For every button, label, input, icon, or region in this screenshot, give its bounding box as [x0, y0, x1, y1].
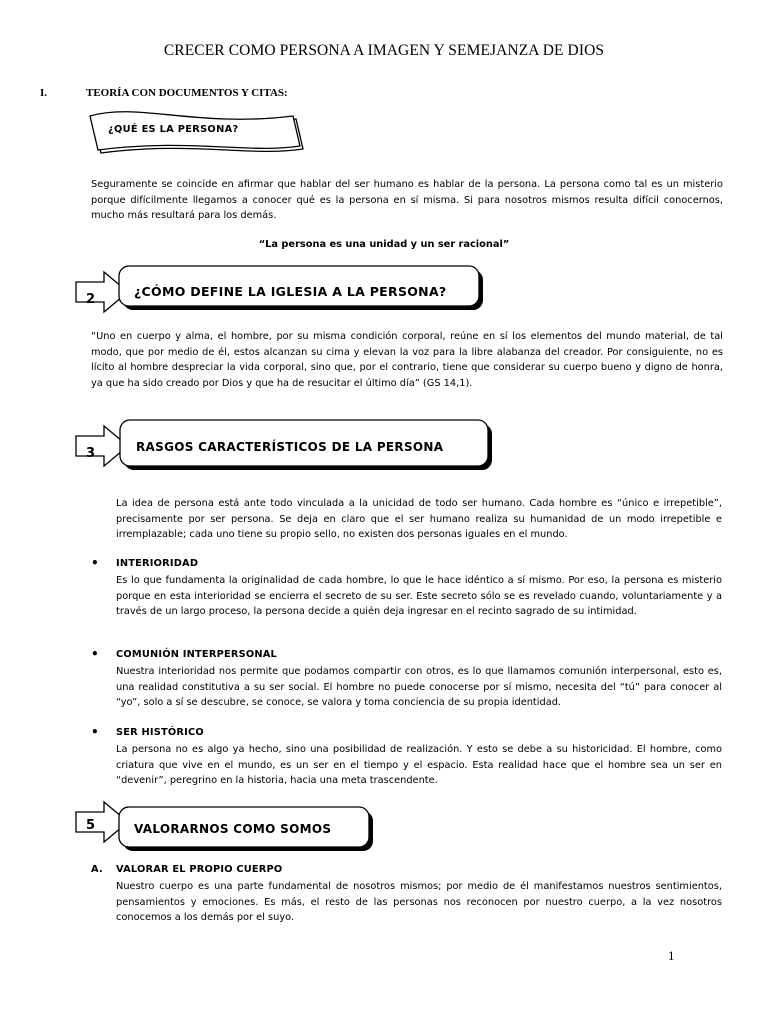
bullet-text-comunion: Nuestra interioridad nos permite que podamos compartir con otros, es lo que llamamos comunión interpersonal, esto es, una realidad constitutiva a su ser social. El hombre no puede conocerse por sí mismo, necesita del “tú” para conocer al “yo”, solo a sí se descubre, se conoce, se valora y toma conciencia de su propia identidad.: [116, 666, 722, 709]
bullet-text-ser-historico: La persona no es algo ya hecho, sino una posibilidad de realización. Y esto se debe a su historicidad. El hombre, como criatura que vive en el mundo, es un ser en el tiempo y el espacio. Esta realidad hace que el hombre sea un ser en “devenir”, peregrino en la historia, hacia una meta trascendente.: [116, 744, 722, 787]
document-title: CRECER COMO PERSONA A IMAGEN Y SEMEJANZA DE DIOS: [163, 42, 605, 59]
section-title: TEORÍA CON DOCUMENTOS Y CITAS:: [86, 87, 288, 99]
page-number: 1: [668, 948, 675, 963]
box-title-valorarnos: VALORARNOS COMO SOMOS: [134, 822, 332, 836]
rasgos-paragraph: La idea de persona está ante todo vinculada a la unicidad de todo ser humano. Cada hombre es “único e irrepetible”, precisamente por ser persona. Se deja en claro que el ser humano realiza su humanidad de un modo irrepetible e irremplazable; cada uno tiene su propio sello, no existen dos personas iguales en el mundo.: [116, 498, 722, 541]
section-number: I.: [40, 87, 48, 99]
bullet-marker: •: [91, 647, 99, 661]
box-number-5: 5: [86, 818, 96, 833]
quote-unidad-racional: “La persona es una unidad y un ser racional”: [258, 239, 510, 250]
bullet-marker: •: [91, 725, 99, 739]
bullet-text-interioridad: Es lo que fundamenta la originalidad de cada hombre, lo que le hace idéntico a sí mismo. Por eso, la persona es misterio porque en esta interioridad se encierra el secreto de su ser. Este secreto sólo se es revelado cuando, voluntariamente y a través de un largo proceso, la persona decide a quién deja ingresar en el recinto sagrado de su intimidad.: [116, 575, 722, 618]
bullet-title-ser-historico: SER HISTÓRICO: [116, 727, 204, 738]
subsection-marker-a: A.: [91, 864, 103, 875]
box-number-2: 2: [86, 292, 96, 307]
bullet-title-comunion: COMUNIÓN INTERPERSONAL: [116, 649, 277, 660]
box-title-rasgos: RASGOS CARACTERÍSTICOS DE LA PERSONA: [136, 440, 444, 454]
subsection-title-valorar-cuerpo: VALORAR EL PROPIO CUERPO: [116, 864, 283, 875]
iglesia-paragraph: “Uno en cuerpo y alma, el hombre, por su misma condición corporal, reúne en sí los elementos del mundo material, de tal modo, que por medio de él, estos alcanzan su cima y elevan la voz para la libre alabanza del creador. Por consiguiente, no es lícito al hombre despreciar la vida corporal, sino que, por el contrario, tiene que considerar su cuerpo bueno y digno de honra, ya que ha sido creado por Dios y que ha de resucitar el último día” (GS 14,1).: [91, 331, 723, 389]
bullet-marker: •: [91, 556, 99, 570]
bullet-title-interioridad: INTERIORIDAD: [116, 558, 199, 569]
banner-que-es-la-persona: ¿QUÉ ES LA PERSONA?: [108, 124, 239, 135]
subsection-text-valorar-cuerpo: Nuestro cuerpo es una parte fundamental de nosotros mismos; por medio de él manifestamos nuestros sentimientos, pensamientos y emociones. Es más, el resto de las personas nos reconocen por nuestro cuerpo, a la vez nosotros conocemos a los demás por el suyo.: [116, 881, 722, 924]
box-number-3: 3: [86, 446, 96, 461]
box-title-como-define: ¿CÓMO DEFINE LA IGLESIA A LA PERSONA?: [134, 284, 447, 299]
intro-paragraph: Seguramente se coincide en afirmar que hablar del ser humano es hablar de la persona. La persona como tal es un misterio porque difícilmente llegamos a conocer qué es la persona en sí misma. Si para nosotros mismos resulta difícil conocernos, mucho más resultará para los demás.: [91, 179, 723, 222]
